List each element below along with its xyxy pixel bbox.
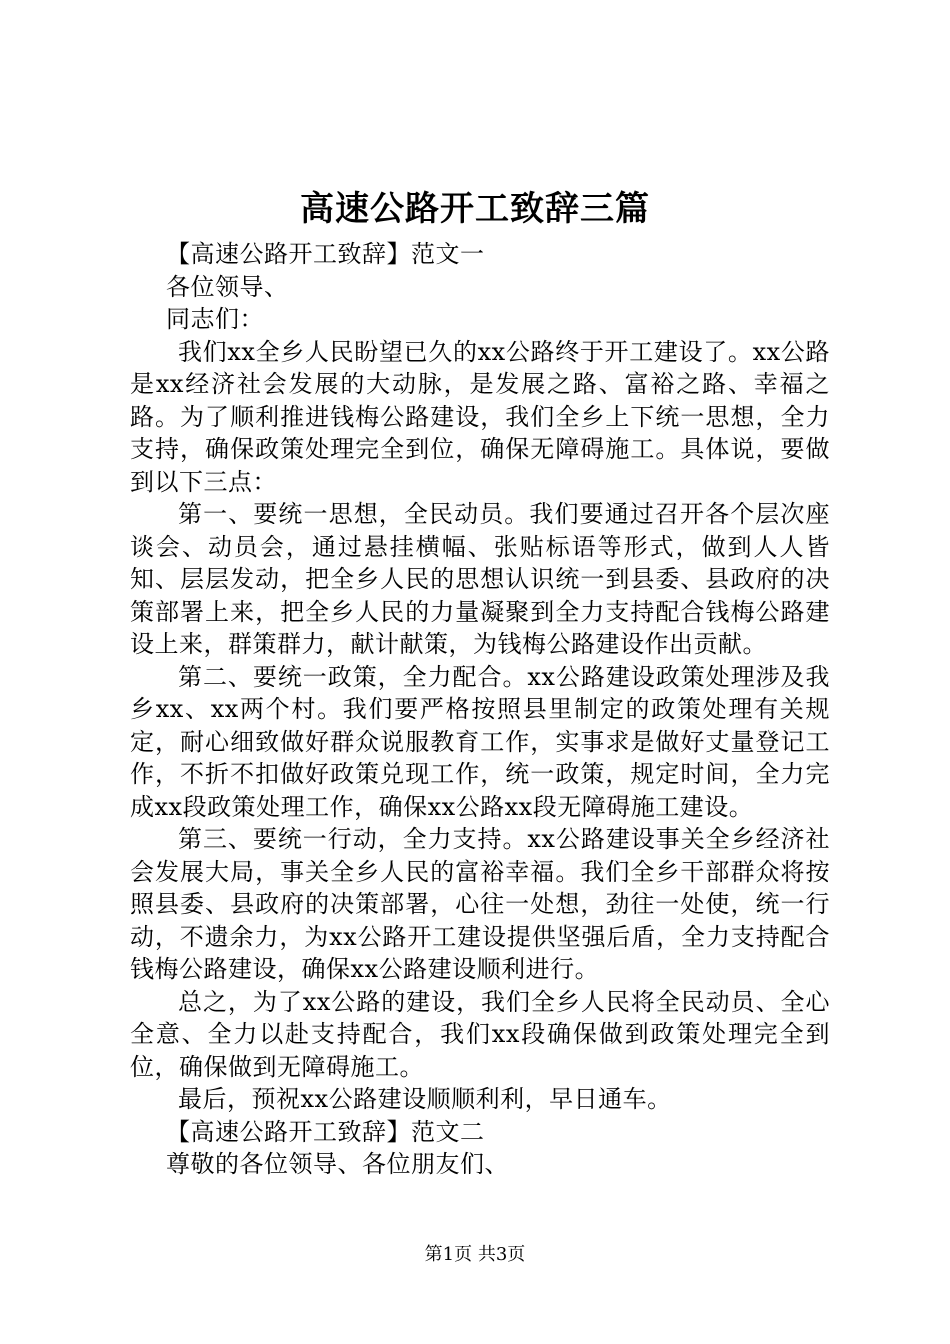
- body-paragraph: 最后，预祝xx公路建设顺顺利利，早日通车。: [178, 1085, 672, 1113]
- body-paragraph: 我们xx全乡人民盼望已久的xx公路终于开工建设了。xx公路是xx经济社会发展的大动脉，是发展之路、富裕之路、幸福之路。为了顺利推进钱梅公路建设，我们全乡上下统一思想，全力支持，确保政策处理完全到位，确保无障碍施工。具体说，要做到以下三点：: [130, 337, 830, 496]
- document-body: [130, 238, 830, 1181]
- page-footer: 第1页 共3页: [424, 1244, 526, 1265]
- body-paragraph: 第三、要统一行动，全力支持。xx公路建设事关全乡经济社会发展大局，事关全乡人民的富裕幸福。我们全乡干部群众将按照县委、县政府的决策部署，心往一处想，劲往一处使，统一行动，不遗余力，为xx公路开工建设提供坚强后盾，全力支持配合钱梅公路建设，确保xx公路建设顺利进行。: [130, 825, 830, 983]
- salutation-line-3: 尊敬的各位领导、各位朋友们、: [166, 1150, 509, 1178]
- salutation-line-1: 各位领导、: [166, 272, 289, 301]
- section-heading-2: 【高速公路开工致辞】范文二: [166, 1117, 485, 1146]
- salutation-line-2: 同志们：: [166, 305, 264, 333]
- section-heading-1: 【高速公路开工致辞】范文一: [166, 240, 485, 268]
- document-title: 高速公路开工致辞三篇: [300, 189, 650, 229]
- body-paragraph: 第一、要统一思想，全民动员。我们要通过召开各个层次座谈会、动员会，通过悬挂横幅、张贴标语等形式，做到人人皆知、层层发动，把全乡人民的思想认识统一到县委、县政府的决策部署上来，把全乡人民的力量凝聚到全力支持配合钱梅公路建设上来，群策群力，献计献策，为钱梅公路建设作出贡献。: [130, 500, 830, 658]
- body-paragraph: 第二、要统一政策，全力配合。xx公路建设政策处理涉及我乡xx、xx两个村。我们要严格按照县里制定的政策处理有关规定，耐心细致做好群众说服教育工作，实事求是做好丈量登记工作，不折不扣做好政策兑现工作，统一政策，规定时间，全力完成xx段政策处理工作，确保xx公路xx段无障碍施工建设。: [130, 662, 830, 821]
- body-paragraph: 总之，为了xx公路的建设，我们全乡人民将全民动员、全心全意、全力以赴支持配合，我们xx段确保做到政策处理完全到位，确保做到无障碍施工。: [130, 987, 830, 1081]
